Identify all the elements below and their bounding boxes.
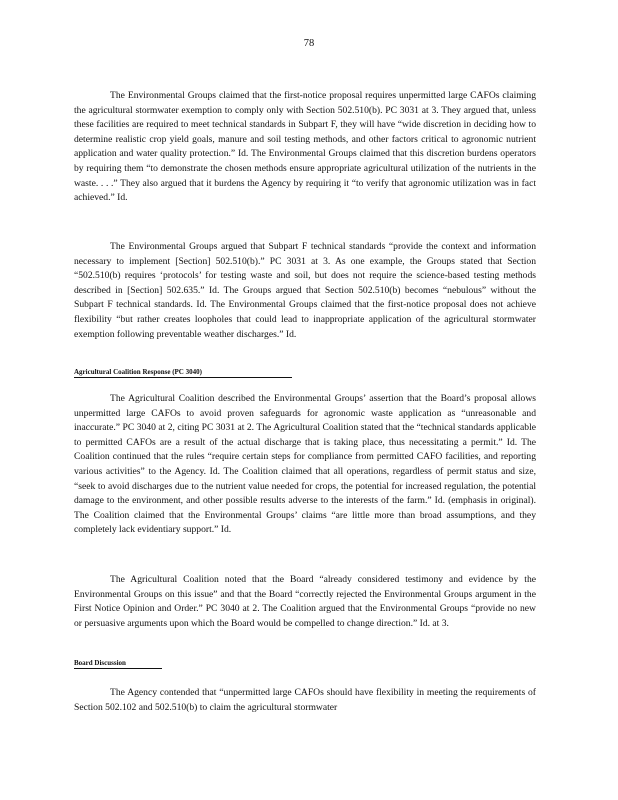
paragraph-agricultural-coalition-1: The Agricultural Coalition described the Environmental Groups’ assertion that the Board’s proposal allows unpermitted large CAFOs to avoid proven safeguards for agronomic waste application as “unreasonable and inaccurate.” PC 3040 at 2, citing PC 3031 at 2. The Agricultural Coalition stated that the “technical standards applicable to permitted CAFOs are a result of the actual discharge that is taking place, thus necessitating a permit.” Id. The Coalition continued that the rules “require certain steps for compliance from permitted CAFO facilities, and reporting various activities” to the Agency. Id. The Coalition claimed that all operations, regardless of permit status and size, “seek to avoid discharges due to the nutrient value needed for crops, the potential for increased regulation, the potential damage to the environment, and other possible results adverse to the interests of the farm.” Id. (emphasis in original). The Coalition claimed that the Environmental Groups’ claims “are little more than broad assumptions, and they completely lack evidentiary support.” Id.: [74, 393, 536, 536]
paragraph-agricultural-coalition-2: The Agricultural Coalition noted that the Board “already considered testimony and evidence by the Environmental Groups on this issue” and that the Board “correctly rejected the Environmental Groups argument in the First Notice Opinion and Order.” PC 3040 at 2. The Coalition argued that the Environmental Groups “provide no new or persuasive arguments upon which the Board would be compelled to change direction.” Id. at 3.: [74, 574, 536, 629]
paragraph-board-discussion-1: The Agency contended that “unpermitted large CAFOs should have flexibility in meeting the requirements of Section 502.102 and 502.510(b) to claim the agricultural stormwater: [74, 687, 536, 713]
paragraph-environmental-groups-1: The Environmental Groups claimed that the first-notice proposal requires unpermitted large CAFOs claiming the agricultural stormwater exemption to comply only with Section 502.510(b). PC 3031 at 3. They argued that, unless these facilities are required to meet technical standards in Subpart F, they will have “wide discretion in deciding how to determine realistic crop yield goals, manure and soil testing methods, and other factors critical to agronomic nutrient application and water quality protection.” Id. The Environmental Groups claimed that this discretion burdens operators by requiring them “to demonstrate the chosen methods ensure appropriate agricultural utilization of the nutrients in the waste. . . .” They also argued that it burdens the Agency by requiring it “to verify that agronomic utilization was in fact achieved.” Id.: [74, 90, 536, 204]
heading-board-discussion: Board Discussion: [74, 659, 162, 669]
paragraph-environmental-groups-2: The Environmental Groups argued that Subpart F technical standards “provide the context and information necessary to implement [Section] 502.510(b).” PC 3031 at 3. As one example, the Groups stated that Section “502.510(b) requires ‘protocols’ for testing waste and soil, but does not require the science-based testing methods described in [Section] 502.635.” Id. The Groups argued that Section 502.510(b) becomes “nebulous” without the Subpart F technical standards. Id. The Environmental Groups claimed that the first-notice proposal does not achieve flexibility “but rather creates loopholes that could lead to inappropriate application of the agricultural stormwater exemption following preventable weather discharges.” Id.: [74, 241, 536, 340]
heading-agricultural-coalition-response: Agricultural Coalition Response (PC 3040): [74, 368, 292, 378]
page-number: 78: [303, 38, 315, 49]
